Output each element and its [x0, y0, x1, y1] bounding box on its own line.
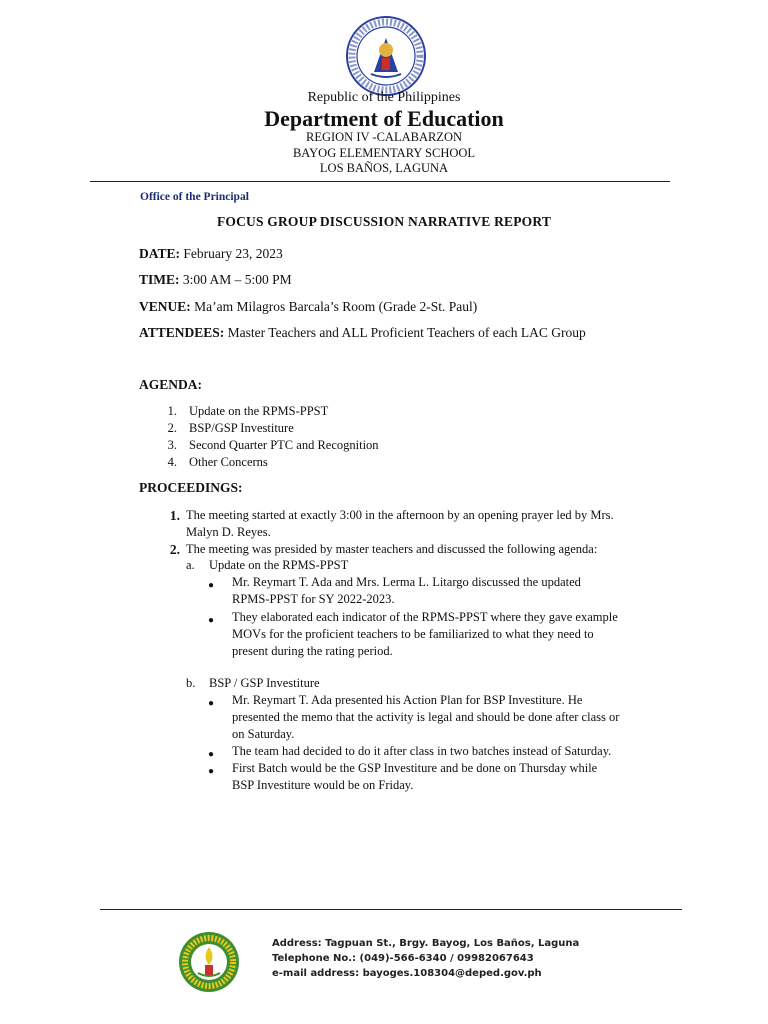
- proceedings-list: [0, 507, 768, 797]
- time-field: TIME: 3:00 AM – 5:00 PM: [139, 272, 292, 287]
- bullet-icon: ●: [208, 766, 215, 777]
- agenda-heading: AGENDA:: [139, 377, 202, 392]
- footer-address: Address: Tagpuan St., Brgy. Bayog, Los Baños, Laguna: [272, 938, 580, 949]
- office-label: Office of the Principal: [140, 191, 249, 203]
- bullet-icon: ●: [208, 615, 215, 626]
- sub-item-label: b.: [186, 676, 196, 690]
- proceeding-text: Malyn D. Reyes.: [186, 525, 271, 539]
- bullet-icon: ●: [208, 749, 215, 760]
- bullet-text: They elaborated each indicator of the RPMS-PPST where they gave example: [232, 610, 618, 624]
- bullet-text: First Batch would be the GSP Investiture and be done on Thursday while: [232, 761, 598, 775]
- footer-email: e-mail address: bayoges.108304@deped.gov.ph: [272, 968, 542, 979]
- proceeding-text: The meeting was presided by master teachers and discussed the following agenda:: [186, 542, 598, 556]
- bullet-text: MOVs for the proficient teachers to be familiarized to what they need to: [232, 627, 594, 641]
- sub-item-title: Update on the RPMS-PPST: [209, 558, 349, 572]
- department-title: Department of Education: [264, 106, 504, 131]
- sub-item-label: a.: [186, 558, 195, 572]
- bullet-text: Mr. Reymart T. Ada and Mrs. Lerma L. Litargo discussed the updated: [232, 575, 581, 589]
- report-title: FOCUS GROUP DISCUSSION NARRATIVE REPORT: [216, 214, 552, 229]
- bullet-text: The team had decided to do it after class in two batches instead of Saturday.: [232, 744, 612, 758]
- bullet-text: RPMS-PPST for SY 2022-2023.: [232, 592, 395, 606]
- bullet-text: present during the rating period.: [232, 644, 393, 658]
- bullet-text: BSP Investiture would be on Friday.: [232, 778, 414, 792]
- proceeding-number: 2.: [169, 542, 180, 557]
- bullet-text: Mr. Reymart T. Ada presented his Action Plan for BSP Investiture. He: [232, 693, 583, 707]
- agenda-list: 1. Update on the RPMS-PPST 2. BSP/GSP Investiture 3. Second Quarter PTC and Recognition 4. Other Concerns: [167, 404, 379, 469]
- deped-seal-logo: [324, 14, 448, 98]
- bullet-icon: ●: [208, 580, 215, 591]
- proceeding-text: The meeting started at exactly 3:00 in the afternoon by an opening prayer led by Mrs.: [186, 508, 614, 522]
- region-text: REGION IV -CALABARZON: [305, 130, 462, 144]
- republic-text: Republic of the Philippines: [307, 90, 461, 105]
- bullet-text: on Saturday.: [232, 727, 295, 741]
- bullet-icon: ●: [208, 698, 215, 709]
- school-logo: [178, 931, 240, 993]
- school-location: LOS BAÑOS, LAGUNA: [319, 161, 449, 175]
- sub-item-title: BSP / GSP Investiture: [209, 676, 320, 690]
- school-name: BAYOG ELEMENTARY SCHOOL: [292, 146, 476, 160]
- venue-field: VENUE: Ma’am Milagros Barcala’s Room (Grade 2-St. Paul): [139, 299, 478, 314]
- proceeding-number: 1.: [169, 508, 180, 523]
- header-divider: [90, 181, 670, 182]
- bullet-text: presented the memo that the activity is legal and should be done after class or: [232, 710, 620, 724]
- proceedings-heading: PROCEEDINGS:: [139, 480, 243, 495]
- footer-telephone: Telephone No.: (049)-566-6340 / 09982067643: [272, 953, 534, 964]
- attendees-field: ATTENDEES: Master Teachers and ALL Proficient Teachers of each LAC Group: [139, 325, 586, 340]
- date-field: DATE: February 23, 2023: [139, 246, 283, 261]
- footer-divider: [100, 909, 682, 910]
